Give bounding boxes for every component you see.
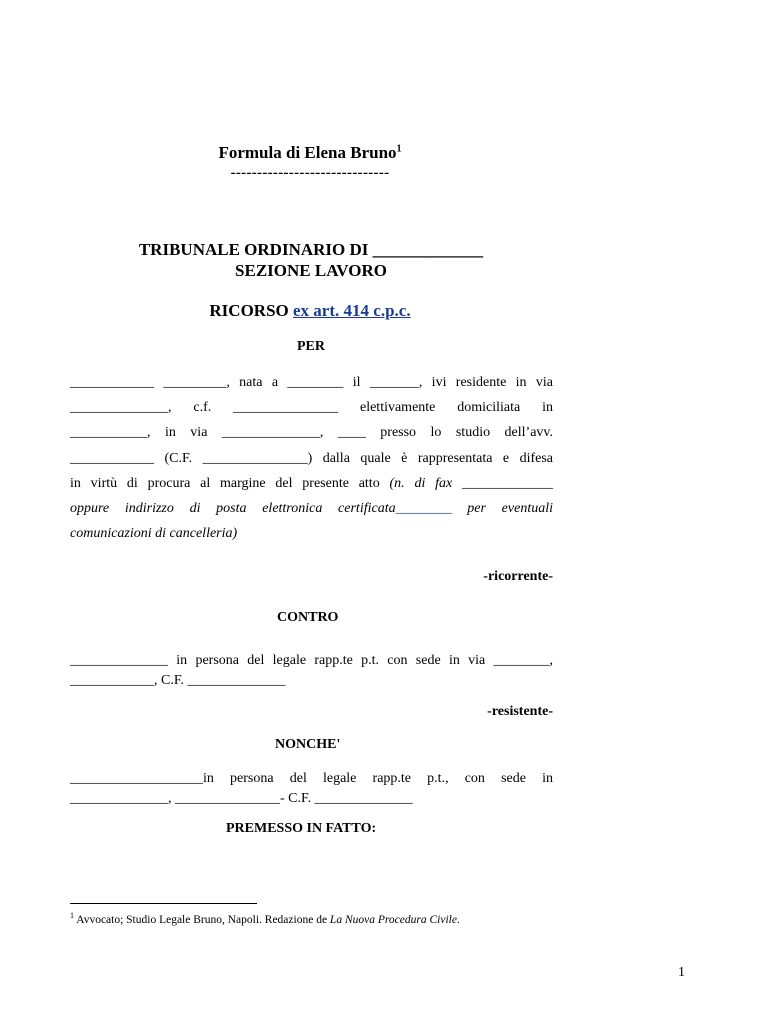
per-line-5: in virtù di procura al margine del presente atto (n. di fax _____________ [70, 475, 554, 491]
ricorso-label: RICORSO [209, 301, 289, 320]
footnote: $^1$ Avvocato; Studio Legale Bruno, Napoli. Redazione de La Nuova Procedura Civile. [70, 911, 460, 926]
contro-paragraph [70, 651, 553, 691]
title-rule: ------------------------------ [230, 165, 390, 181]
ricorso-heading [0, 301, 620, 321]
resistente-label: -resistente- [487, 704, 553, 719]
court-line: TRIBUNALE ORDINARIO DI _____________ [138, 240, 484, 259]
title-text: Formula di Elena Bruno [218, 143, 397, 162]
per-line-7: comunicazioni di cancelleria) [70, 526, 238, 542]
nonche-line-2: ______________, _______________- C.F. ______________ [70, 791, 413, 806]
section-line: SEZIONE LAVORO [235, 261, 387, 280]
footnote-ref[interactable]: 1 [396, 143, 402, 155]
document-title [0, 143, 620, 163]
ricorrente-label: -ricorrente- [483, 569, 553, 584]
footnote-number: 1 [70, 911, 74, 920]
per-line-3: ___________, in via ______________, ____ presso lo studio dell’avv. [70, 425, 553, 441]
page-number: 1 [678, 965, 685, 980]
per-paragraph [70, 370, 553, 546]
contro-label: CONTRO [277, 610, 339, 625]
journal-name: La Nuova Procedura Civile [329, 913, 457, 926]
ricorso-link[interactable]: ex art. 414 c.p.c. [293, 301, 411, 320]
footnote-separator [70, 903, 257, 904]
nonche-line-1: ___________________in persona del legale rapp.te p.t., con sede in [70, 771, 553, 786]
per-line-1: ____________ _________, nata a ________ il _______, ivi residente in via [70, 375, 553, 390]
contro-line-1: ______________ in persona del legale rapp.te p.t. con sede in via ________, [70, 653, 553, 668]
contro-line-2: ____________, C.F. ______________ [70, 673, 286, 688]
nonche-paragraph [70, 769, 553, 809]
per-line-2: ______________, c.f. _______________ elettivamente domiciliata in [70, 400, 553, 416]
per-line-6: oppure indirizzo di posta elettronica certificata________ per eventuali [70, 501, 553, 517]
nonche-label: NONCHE' [275, 737, 341, 752]
per-label: PER [297, 339, 325, 354]
per-line-4: ____________ (C.F. _______________) dalla quale è rappresentata e difesa [70, 450, 553, 466]
premesso-label: PREMESSO IN FATTO: [226, 821, 377, 836]
pec-field-link[interactable]: ________ [395, 501, 452, 517]
